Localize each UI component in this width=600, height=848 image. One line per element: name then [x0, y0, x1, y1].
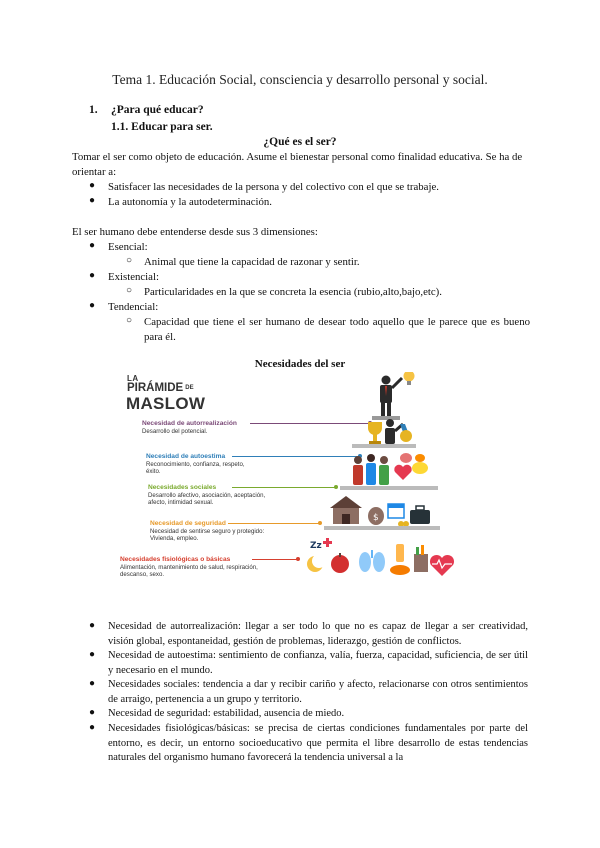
lungs-icon [359, 550, 385, 572]
businessman-icon [372, 376, 402, 421]
maslow-pyramid-figure [120, 372, 478, 588]
pyramid-level-social: Necesidades sociales Desarrollo afectivo, asociación, aceptación, afecto, intimidad sexual. [148, 484, 266, 507]
bottle-icon [396, 544, 404, 562]
document-title: Tema 1. Educación Social, consciencia y desarrollo personal y social. [112, 72, 488, 87]
need-esteem: Necesidad de autoestima: sentimiento de confianza, valía, fuerza, capacidad, suficiencia, de ser útil y necesario en el mundo. [108, 650, 528, 676]
dimension-label-1: Esencial: [108, 241, 148, 253]
bullet-dot: ● [89, 678, 96, 689]
bullet-dot: ● [89, 270, 96, 281]
briefcase-icon [410, 506, 430, 524]
need-self-actualization: Necesidad de autorrealización: llegar a ser todo lo que no es capaz de llegar a ser creatividad, visión global, espontaneidad, gestión de problemas, liderazgo, gestión de conflictos. [108, 621, 528, 647]
lightbulb-icon [404, 372, 415, 385]
dimension-sub-2: Particularidades en la que se concreta la esencia (rubio,alto,bajo,etc). [144, 286, 442, 298]
calendar-icon [388, 504, 404, 518]
dimension-sub-1: Animal que tiene la capacidad de razonar y sentir. [144, 256, 360, 268]
dimension-sub-3: Capacidad que tiene el ser humano de desear todo aquello que le parece que es bueno para él. [144, 316, 530, 343]
pyramid-level-esteem: Necesidad de autoestima Reconocimiento, confianza, respeto, éxito. [146, 453, 245, 476]
need-social: Necesidades sociales: tendencia a dar y recibir cariño y afecto, relacionarse con otros sentimientos de arraigo, pertenencia a un grupo y territorio. [108, 679, 528, 705]
section-label: ¿Para qué educar? [111, 104, 204, 116]
bullet-dot: ● [89, 722, 96, 733]
intro-bullet-1: Satisfacer las necesidades de la persona y del colectivo con el que se trabaje. [108, 181, 439, 193]
sub-bullet-circle: ○ [126, 315, 133, 326]
logo-maslow: MASLOW [126, 394, 206, 413]
svg-text:Zz: Zz [310, 541, 322, 551]
need-physiological: Necesidades fisiológicas/básicas: se precisa de ciertas condiciones fundamentales por parte del entorno, es decir, un entorno socioeducativo que permita el libre desarrollo de estas tendencias naturales del organismo humano favorecerá la tendencia universal a la [108, 723, 528, 763]
subsection-heading: 1.1. Educar para ser. [111, 121, 213, 133]
sub-bullet-circle: ○ [126, 255, 133, 266]
dimensions-intro: El ser humano debe entenderse desde sus 3 dimensiones: [72, 226, 318, 238]
question-heading: ¿Qué es el ser? [263, 136, 337, 148]
trophy-icon [368, 422, 382, 444]
moon-icon [307, 554, 326, 572]
bullet-dot: ● [89, 707, 96, 718]
person-icon [385, 419, 403, 444]
bullet-dot: ● [89, 240, 96, 251]
heart-pulse-icon [430, 555, 454, 576]
bullet-dot: ● [89, 180, 96, 191]
dimension-label-3: Tendencial: [108, 301, 159, 313]
intro-paragraph: Tomar el ser como objeto de educación. Asume el bienestar personal como finalidad educativa. Se ha de orientar a: [72, 151, 523, 178]
pyramid-level-safety: Necesidad de seguridad Necesidad de sentirse seguro y protegido: Vivienda, empleo. [150, 520, 265, 543]
logo-la: LA [127, 374, 139, 383]
medical-cross-icon [323, 538, 332, 547]
house-icon [330, 496, 362, 524]
pyramid-level-self-actualization: Necesidad de autorrealización Desarrollo del potencial. [142, 420, 237, 435]
dimension-label-2: Existencial: [108, 271, 159, 283]
bullet-dot: ● [89, 300, 96, 311]
logo-piramide: PIRÁMIDE DE [127, 382, 194, 394]
section-number: 1. [89, 104, 98, 116]
bullet-dot: ● [89, 620, 96, 631]
bullet-dot: ● [89, 649, 96, 660]
heart-icon [394, 465, 411, 480]
bread-icon [390, 565, 410, 575]
need-safety: Necesidad de seguridad: estabilidad, ausencia de miedo. [108, 708, 345, 719]
apple-icon [331, 553, 349, 573]
people-group-icon [353, 454, 389, 485]
pyramid-illustration [120, 372, 478, 588]
section-heading [89, 104, 204, 116]
bullet-dot: ● [89, 195, 96, 206]
figure-title: Necesidades del ser [254, 358, 346, 370]
pyramid-level-physiological: Necesidades fisiológicas o básicas Alimentación, mantenimiento de salud, respiración, descanso, sexo. [120, 556, 258, 579]
sleep-zzz-icon [310, 541, 322, 551]
money-bag-icon [368, 507, 384, 525]
svg-text:$: $ [373, 513, 379, 523]
intro-bullet-2: La autonomía y la autodeterminación. [108, 196, 272, 208]
sub-bullet-circle: ○ [126, 285, 133, 296]
medal-icon [400, 424, 412, 442]
grocery-bag-icon [414, 545, 428, 572]
